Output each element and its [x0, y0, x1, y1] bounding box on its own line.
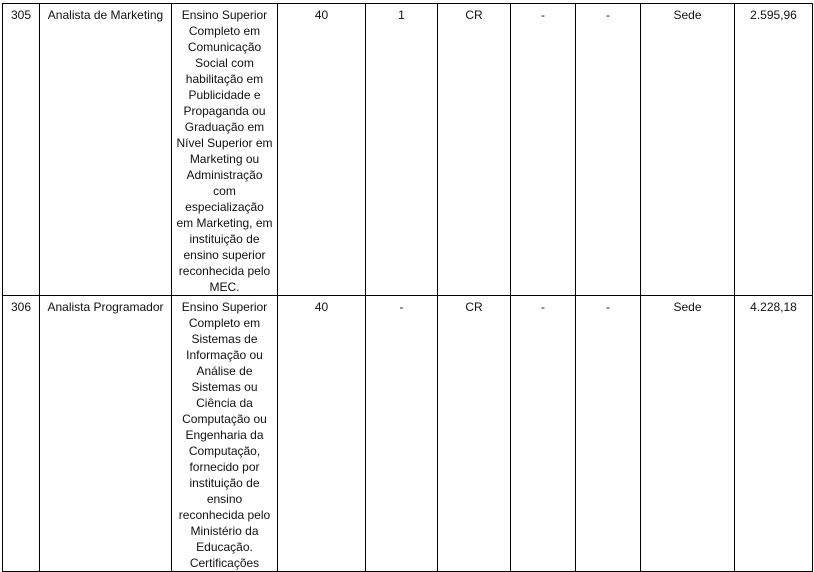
cell-salary: 4.228,18: [735, 296, 813, 572]
cell-vacancies: 1: [366, 4, 438, 296]
table-row: [3, 4, 813, 296]
cell-hours: 40: [278, 296, 366, 572]
cell-vacancies: -: [366, 296, 438, 572]
cell-reserve: CR: [438, 4, 511, 296]
cell-col8: -: [576, 296, 641, 572]
cell-salary: 2.595,96: [735, 4, 813, 296]
cell-location: Sede: [641, 296, 735, 572]
cell-hours: 40: [278, 4, 366, 296]
cell-col7: -: [511, 4, 576, 296]
cell-requirements: Ensino Superior Completo em Sistemas de Informação ou Análise de Sistemas ou Ciência da Computação ou Engenharia da Computação, fornecido por instituição de ensino reconhecida pelo Ministério da Educação. Certificações: [172, 296, 278, 572]
cell-code: 305: [3, 4, 40, 296]
table-row: [3, 296, 813, 572]
cell-code: 306: [3, 296, 40, 572]
cell-col8: -: [576, 4, 641, 296]
cell-position: Analista de Marketing: [40, 4, 172, 296]
cell-reserve: CR: [438, 296, 511, 572]
cell-position: Analista Programador: [40, 296, 172, 572]
cell-requirements: Ensino Superior Completo em Comunicação Social com habilitação em Publicidade e Propaganda ou Graduação em Nível Superior em Marketing ou Administração com especialização em Marketing, em instituição de ensino superior reconhecida pelo MEC.: [172, 4, 278, 296]
jobs-table: [2, 3, 813, 572]
cell-col7: -: [511, 296, 576, 572]
cell-location: Sede: [641, 4, 735, 296]
